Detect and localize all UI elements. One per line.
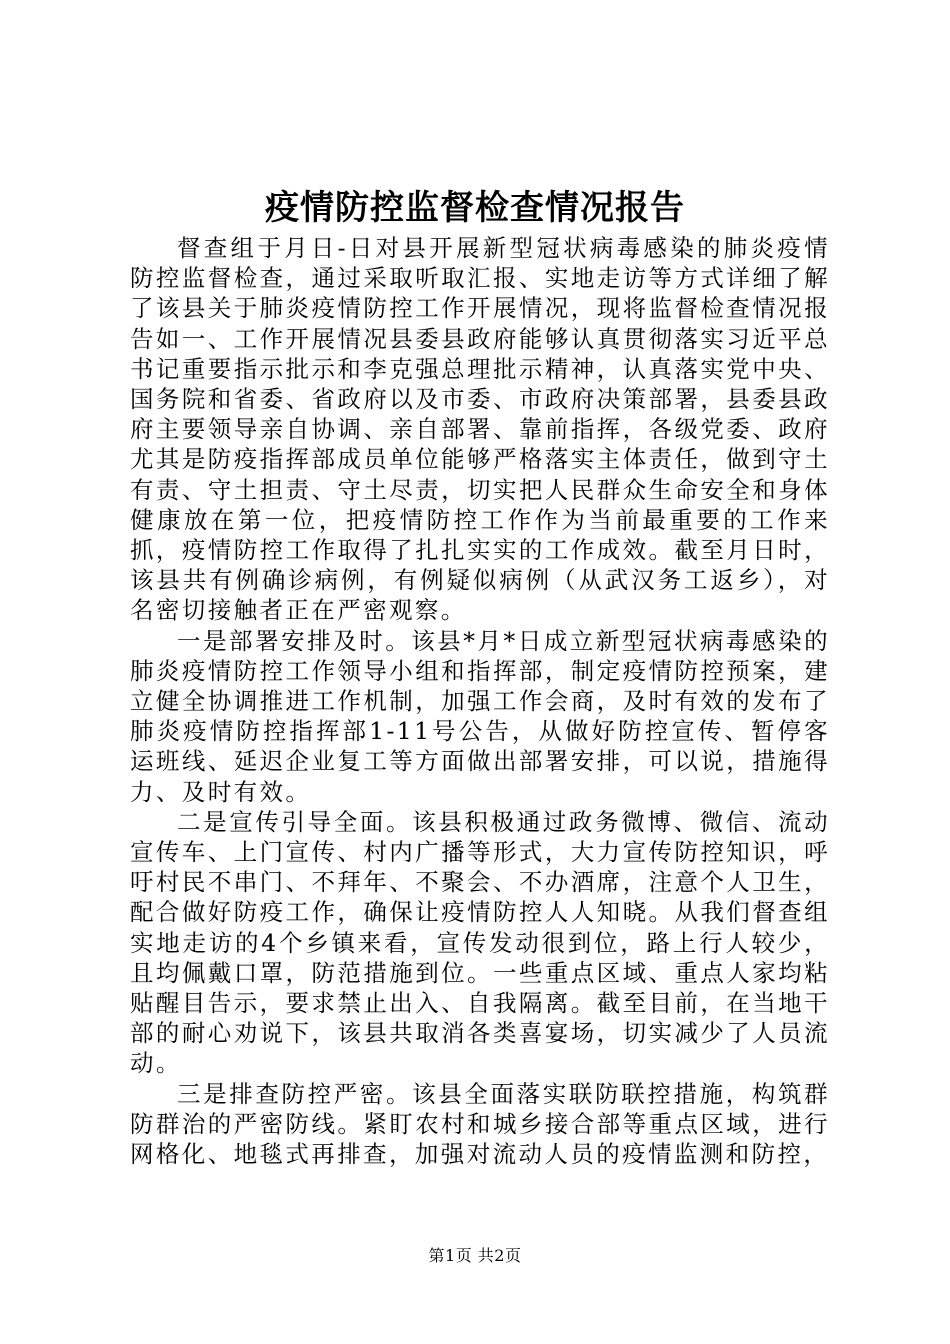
document-title: 疫情防控监督检查情况报告 (265, 188, 685, 228)
paragraph-screening: 三是排查防控严密。该县全面落实联防联控措施，构筑群防群治的严密防线。紧盯农村和城乡接合部等重点区域，进行网格化、地毯式再排查，加强对流动人员的疫情监测和防控， (130, 1079, 830, 1169)
document-body (130, 233, 830, 1169)
paragraph-deployment: 一是部署安排及时。该县*月*日成立新型冠状病毒感染的肺炎疫情防控工作领导小组和指挥部，制定疫情防控预案，建立健全协调推进工作机制，加强工作会商，及时有效的发布了肺炎疫情防控指挥部1-11号公告，从做好防控宣传、暂停客运班线、延迟企业复工等方面做出部署安排，可以说，措施得力、及时有效。 (130, 626, 830, 806)
paragraph-publicity: 二是宣传引导全面。该县积极通过政务微博、微信、流动宣传车、上门宣传、村内广播等形式，大力宣传防控知识，呼吁村民不串门、不拜年、不聚会、不办酒席，注意个人卫生，配合做好防疫工作，确保让疫情防控人人知晓。从我们督查组实地走访的4个乡镇来看，宣传发动很到位，路上行人较少，且均佩戴口罩，防范措施到位。一些重点区域、重点人家均粘贴醒目告示，要求禁止出入、自我隔离。截至目前，在当地干部的耐心劝说下，该县共取消各类喜宴场，切实减少了人员流动。 (130, 807, 830, 1078)
paragraph-overview: 督查组于月日-日对县开展新型冠状病毒感染的肺炎疫情防控监督检查，通过采取听取汇报、实地走访等方式详细了解了该县关于肺炎疫情防控工作开展情况，现将监督检查情况报告如一、工作开展情况县委县政府能够认真贯彻落实习近平总书记重要指示批示和李克强总理批示精神，认真落实党中央、国务院和省委、省政府以及市委、市政府决策部署，县委县政府主要领导亲自协调、亲自部署、靠前指挥，各级党委、政府尤其是防疫指挥部成员单位能够严格落实主体责任，做到守土有责、守土担责、守土尽责，切实把人民群众生命安全和身体健康放在第一位，把疫情防控工作作为当前最重要的工作来抓，疫情防控工作取得了扎扎实实的工作成效。截至月日时，该县共有例确诊病例，有例疑似病例（从武汉务工返乡），对名密切接触者正在严密观察。 (130, 234, 830, 625)
page-footer: 第1页 共2页 (428, 1246, 522, 1265)
